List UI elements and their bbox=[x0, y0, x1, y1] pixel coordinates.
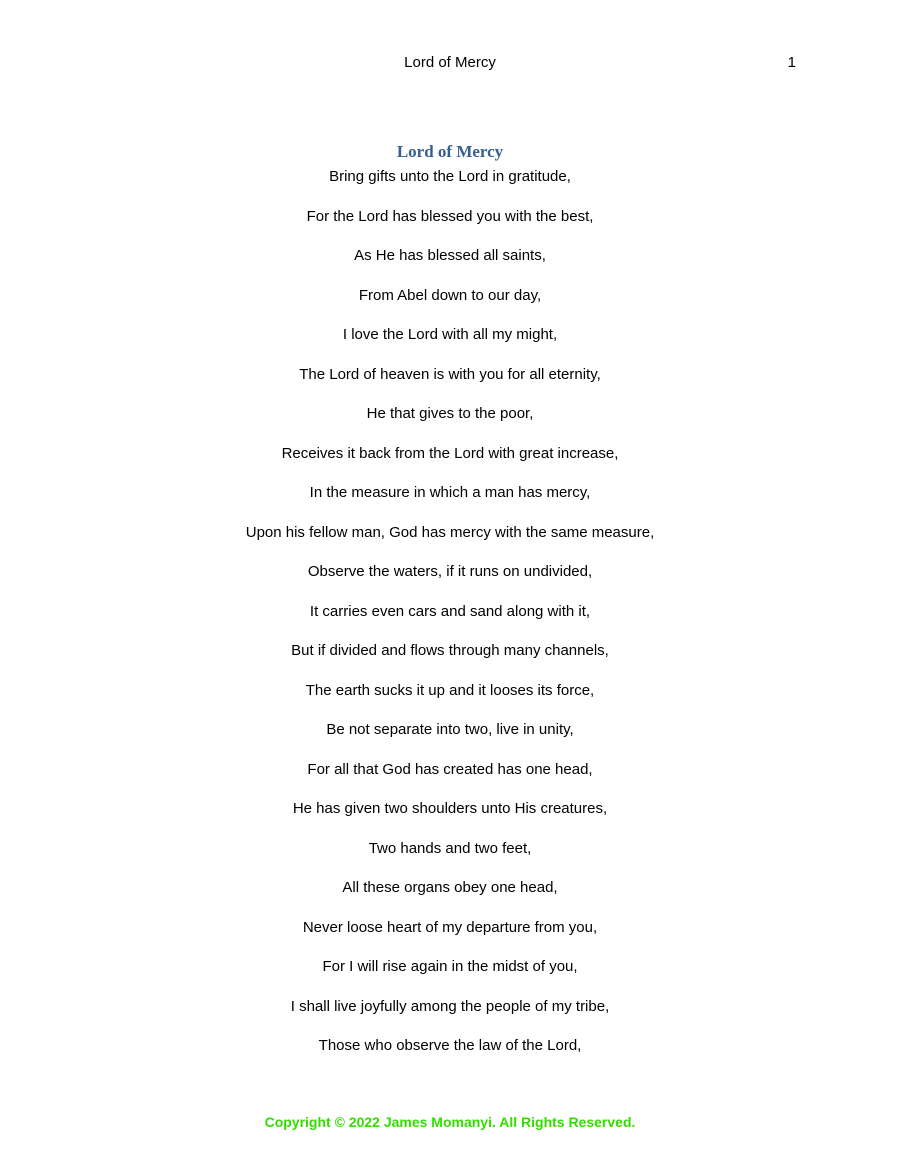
poem-line: As He has blessed all saints, bbox=[354, 247, 546, 264]
poem-line: For all that God has created has one head, bbox=[307, 760, 593, 778]
poem-line: For the Lord has blessed you with the best, bbox=[306, 207, 594, 225]
page-number: 1 bbox=[787, 54, 796, 71]
poem-line: From Abel down to our day, bbox=[358, 286, 542, 304]
poem-line: He has given two shoulders unto His creatures, bbox=[292, 800, 608, 817]
copyright-notice: Copyright © 2022 James Momanyi. All Rights Reserved. bbox=[264, 1114, 636, 1130]
poem-line: All these organs obey one head, bbox=[342, 879, 558, 896]
poem-line: Bring gifts unto the Lord in gratitude, bbox=[329, 168, 571, 185]
poem-line: Two hands and two feet, bbox=[368, 839, 532, 857]
poem-line: I love the Lord with all my might, bbox=[342, 326, 558, 343]
poem-line: The earth sucks it up and it looses its force, bbox=[305, 681, 595, 699]
poem-line: It carries even cars and sand along with it, bbox=[309, 602, 591, 620]
poem-line: In the measure in which a man has mercy, bbox=[309, 484, 591, 501]
poem-line: Upon his fellow man, God has mercy with the same measure, bbox=[245, 523, 655, 541]
poem-line: Never loose heart of my departure from you, bbox=[302, 918, 598, 936]
poem-line: Observe the waters, if it runs on undivided, bbox=[307, 563, 593, 580]
poem-line: I shall live joyfully among the people of my tribe, bbox=[290, 997, 610, 1015]
poem-line: Receives it back from the Lord with great increase, bbox=[281, 444, 619, 462]
running-header-title: Lord of Mercy bbox=[404, 54, 496, 71]
poem-body bbox=[0, 164, 900, 1073]
poem-line: He that gives to the poor, bbox=[366, 405, 534, 422]
poem-line: Those who observe the law of the Lord, bbox=[318, 1037, 582, 1054]
poem-line: For I will rise again in the midst of you, bbox=[322, 958, 578, 975]
poem-title: Lord of Mercy bbox=[396, 142, 504, 161]
poem-line: The Lord of heaven is with you for all eternity, bbox=[299, 365, 601, 383]
poem-line: But if divided and flows through many channels, bbox=[291, 642, 609, 659]
poem-line: Be not separate into two, live in unity, bbox=[326, 721, 574, 738]
